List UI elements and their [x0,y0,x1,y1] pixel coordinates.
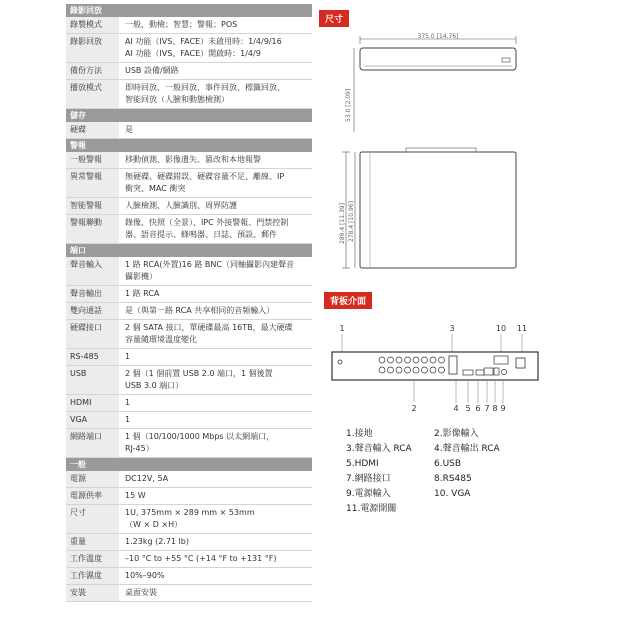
spec-value: AI 功能（IVS、FACE）未啟用時：1/4/9/16 AI 功能（IVS、FACE）開啟時：1/4/9 [119,34,312,62]
spec-key: 電源 [66,471,119,487]
spec-value: 10%–90% [119,568,312,584]
legend-item: 2.影像輸入 [434,429,479,439]
spec-key: VGA [66,412,119,428]
spec-key: 硬碟 [66,122,119,138]
height-dimension-label: 53.0 [2.09] [345,88,352,122]
rear-panel-legend [346,428,566,516]
spec-value: 錄像、快照（全景）、IPC 外接警報、門禁控制 器、語音提示、蜂鳴器、日誌、預設、郵件 [119,215,312,243]
callout-1: 1 [339,324,345,333]
spec-value: 15 W [119,488,312,504]
rear-panel-drawing [326,322,546,418]
callout-8: 8 [492,404,498,413]
spec-key: 錄製模式 [66,17,119,33]
depth-inner-label: 278.4 [10.96] [348,201,355,242]
legend-item: 3.聲音輸入 RCA [346,444,412,454]
spec-key: 工作濕度 [66,568,119,584]
spec-value: 1 [119,395,312,411]
dimensions-tag: 尺寸 [319,10,349,27]
rear-panel-tag: 背板介面 [324,292,372,309]
spec-row [66,471,312,488]
spec-row [66,215,312,244]
spec-key: 錄影回放 [66,34,119,62]
spec-row [66,257,312,286]
legend-item: 11.電源開關 [346,504,397,514]
spec-key: 電源供率 [66,488,119,504]
spec-row [66,505,312,534]
spec-value: 是 [119,122,312,138]
spec-value: 1 路 RCA(外置)16 路 BNC（同軸攝影內建聲音 攝影機） [119,257,312,285]
spec-row [66,551,312,568]
callout-2: 2 [411,404,417,413]
spec-row [66,488,312,505]
spec-value: 是（與第一路 RCA 共享相同的音頻輸入） [119,303,312,319]
spec-key: 警報聯動 [66,215,119,243]
legend-item: 6.USB [434,459,462,469]
callout-9: 9 [500,404,506,413]
spec-row [66,169,312,198]
section-header: 端口 [66,244,312,257]
dimension-drawing [336,32,536,272]
depth-outer-label: 289.4 [11.39] [339,203,346,244]
spec-row [66,568,312,585]
spec-row [66,320,312,349]
spec-value: 無硬碟、硬碟錯誤、硬碟容量不足、離線、IP 衝突、MAC 衝突 [119,169,312,197]
spec-key: 聲音輸出 [66,286,119,302]
spec-row [66,80,312,109]
spec-key: 備份方法 [66,63,119,79]
spec-key: 工作溫度 [66,551,119,567]
spec-key: 安裝 [66,585,119,601]
spec-row [66,286,312,303]
legend-item: 7.網路接口 [346,474,391,484]
callout-10: 10 [495,324,507,333]
spec-value: 1 [119,412,312,428]
callout-4: 4 [453,404,459,413]
spec-value: 1U, 375mm × 289 mm × 53mm （W × D ×H） [119,505,312,533]
spec-value: DC12V, 5A [119,471,312,487]
spec-value: 桌面安裝 [119,585,312,601]
callout-6: 6 [475,404,481,413]
callout-3: 3 [449,324,455,333]
spec-value: 即時回放、一般回放、事件回放、標籤回放、 智能回放（人臉和動態檢測） [119,80,312,108]
spec-key: 雙向通話 [66,303,119,319]
spec-value: 2 個（1 個前置 USB 2.0 端口，1 個後置 USB 3.0 端口） [119,366,312,394]
section-header: 儲存 [66,109,312,122]
legend-item: 1.接地 [346,429,373,439]
section-header: 警報 [66,139,312,152]
spec-row [66,34,312,63]
spec-value: 1.23kg (2.71 lb) [119,534,312,550]
spec-value: 2 個 SATA 接口，單硬碟最高 16TB，最大硬碟 容量隨環境溫度變化 [119,320,312,348]
spec-row [66,585,312,602]
spec-row [66,534,312,551]
spec-row [66,198,312,215]
spec-key: HDMI [66,395,119,411]
spec-value: USB 設備/網路 [119,63,312,79]
spec-value: 1 路 RCA [119,286,312,302]
spec-key: 硬碟接口 [66,320,119,348]
spec-value: 1 [119,349,312,365]
spec-row [66,349,312,366]
callout-5: 5 [465,404,471,413]
spec-row [66,17,312,34]
spec-value: 一般，動檢；智慧；警報；POS [119,17,312,33]
spec-row [66,63,312,80]
spec-key: 尺寸 [66,505,119,533]
callout-11: 11 [516,324,528,333]
spec-table [66,4,312,602]
spec-row [66,122,312,139]
legend-item: 8.RS485 [434,474,472,484]
spec-key: 智能警報 [66,198,119,214]
spec-row [66,366,312,395]
section-header: 一般 [66,458,312,471]
spec-row [66,152,312,169]
spec-row [66,429,312,458]
spec-value: 1 個（10/100/1000 Mbps 以太網端口， RJ-45） [119,429,312,457]
spec-value: –10 °C to +55 °C (+14 °F to +131 °F) [119,551,312,567]
spec-key: 異常警報 [66,169,119,197]
spec-row [66,412,312,429]
section-header: 錄影回放 [66,4,312,17]
spec-row [66,303,312,320]
spec-row [66,395,312,412]
spec-value: 人臉檢測、人臉識別、周界防護 [119,198,312,214]
legend-item: 5.HDMI [346,459,379,469]
spec-key: 聲音輸入 [66,257,119,285]
spec-key: USB [66,366,119,394]
spec-value: 移動偵測、影像遺失、篡改和本地報警 [119,152,312,168]
spec-key: 播放模式 [66,80,119,108]
callout-7: 7 [484,404,490,413]
width-dimension-label: 375.0 [14.76] [417,33,459,40]
spec-key: 一般警報 [66,152,119,168]
legend-item: 10. VGA [434,489,471,499]
legend-item: 4.聲音輸出 RCA [434,444,500,454]
spec-key: 網路端口 [66,429,119,457]
spec-key: RS-485 [66,349,119,365]
spec-key: 重量 [66,534,119,550]
legend-item: 9.電源輸入 [346,489,391,499]
